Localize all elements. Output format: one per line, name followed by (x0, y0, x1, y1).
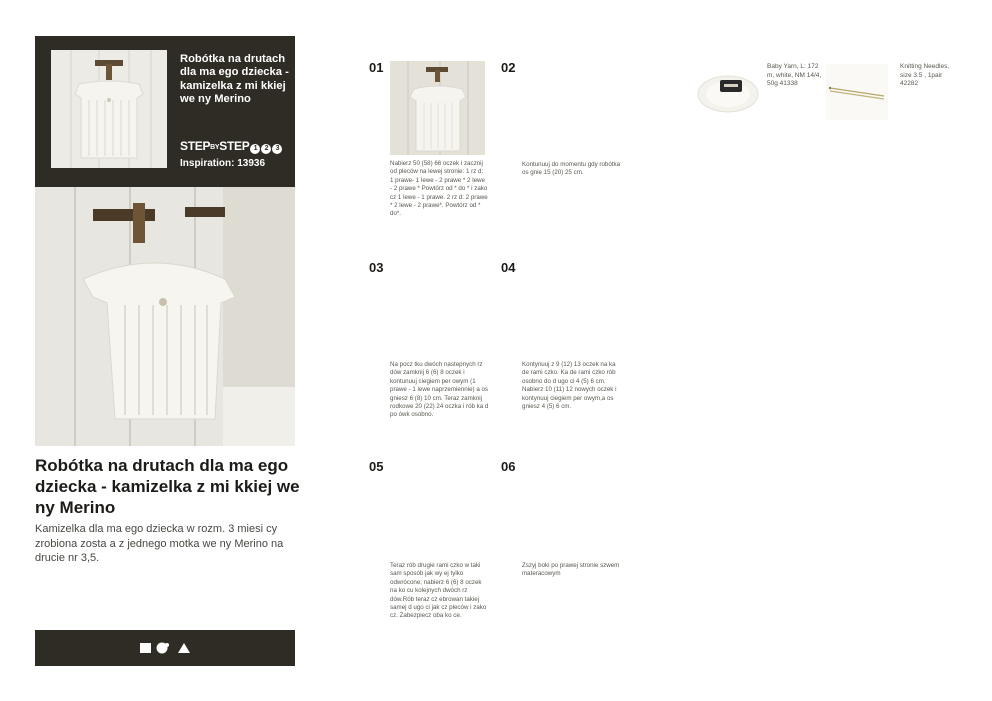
step-03-number: 03 (369, 260, 384, 275)
needles-image (826, 64, 888, 120)
circle-shape-icon (157, 643, 170, 654)
header-title: Robótka na drutach dla ma ego dziecka - kamizelka z mi kkiej we ny Merino (180, 53, 289, 106)
brand-step2: STEP (219, 139, 250, 153)
brand-num-3: 3 (272, 144, 282, 154)
main-title: Robótka na drutach dla ma ego dziecka - kamizelka z mi kkiej we ny Merino (35, 456, 300, 517)
brand-logo (180, 139, 282, 154)
step-06-text: Zszyj boki po prawej stronie szwem materacowym (522, 562, 620, 578)
step-04-text: Kontynuuj z 9 (12) 13 oczek na ka de rami czko. Ka de rami czko rób osobno do d ugo ci 4 (5) 6 cm. Nabierz 10 (11) 12 nowych oczek i kontynuuj ciegiem per owym,a os gniesz 4 (5) 6 cm. (522, 361, 617, 411)
step-03-text: Na pocz tku dwóch nastepnych rz dów zamknij 6 (6) 8 oczek i kontunuuj ciegiem per owym (1 prawe - 1 lewe naprzemiennie) a os gniesz 6 (8) 10 cm. Teraz zamknij rodkowe 20 (22) 24 oczka i rób ka d po ówk osobno. (390, 361, 489, 419)
step-05-number: 05 (369, 459, 384, 474)
yarn-text: Baby Yarn, L: 172 m, white, NM 14/4, 50g 41338 (767, 63, 822, 88)
step-05-text: Teraz rób drugie rami czko w taki sam sposób jak wy ej tylko odwrócone; nabierz 6 (6) 8 oczek na ko cu kolejnych dwóch rz dów.Rób teraz cz ebrowan takiej samej d ugo ci jak cz pleców i zako cz. Zabezpiecz oba ko ce. (390, 562, 487, 620)
square-shape-icon (140, 643, 151, 653)
step-02-text: Kontunuuj do momentu gdy robótka os gnie 15 (20) 25 cm. (522, 161, 621, 177)
step-06-number: 06 (501, 459, 516, 474)
brand-step: STEP (180, 139, 211, 153)
brand-num-2: 2 (261, 144, 271, 154)
vest-thumbnail-illustration (51, 50, 167, 168)
step-01-number: 01 (369, 60, 384, 75)
step-01-photo (390, 61, 485, 155)
vest-photo-illustration (35, 187, 295, 446)
yarn-ball-icon (696, 64, 760, 118)
yarn-image (696, 64, 760, 118)
brand-by: BY (210, 144, 220, 151)
thumbnail-photo (51, 50, 167, 168)
inspiration-number: Inspiration: 13936 (180, 158, 266, 169)
needles-text: Knitting Needles, size 3.5 , 1pair 42282 (900, 63, 950, 88)
step-04-number: 04 (501, 260, 516, 275)
footer-bar (35, 630, 295, 666)
brand-num-1: 1 (250, 144, 260, 154)
step-01-text: Nabierz 50 (58) 66 oczek i zacznij od pleców na lewej stronie: 1 rz d: 1 prawe- 1 lewe - 2 prawe * 2 lewe - 2 prawe * Powtórz od * do * i zako cz 1 lewe - 1 prawe. 2 rz d: 2 prawe * 2 lewe - 2 prawe*. Powtórz od * do*. (390, 160, 488, 218)
knitting-needles-icon (826, 64, 888, 120)
step-01-illustration (390, 61, 485, 155)
main-photo (35, 187, 295, 446)
main-description: Kamizelka dla ma ego dziecka w rozm. 3 miesi cy zrobiona zosta a z jednego motka we ny Merino na drucie nr 3,5. (35, 523, 284, 564)
footer-icons (138, 641, 194, 655)
tree-shape-icon (178, 643, 190, 653)
step-02-number: 02 (501, 60, 516, 75)
